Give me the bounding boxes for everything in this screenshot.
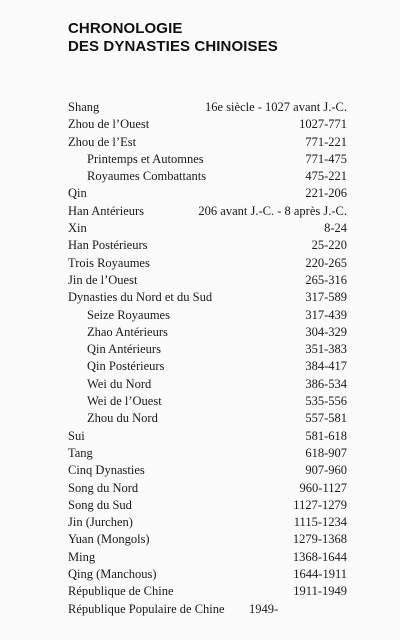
- dynasty-dates: 386-534: [305, 376, 347, 391]
- dynasty-dates: 771-475: [305, 151, 347, 166]
- list-item: [68, 168, 347, 185]
- dynasty-dates: 351-383: [305, 342, 347, 357]
- dynasty-name: Yuan (Mongols): [68, 532, 150, 547]
- dynasty-name: Printemps et Automnes: [87, 151, 204, 166]
- list-item: [68, 324, 347, 341]
- list-item: [68, 601, 347, 618]
- list-item: [68, 99, 347, 116]
- dynasty-name: Wei de l’Ouest: [87, 394, 162, 409]
- dynasty-dates: 206 avant J.-C. - 8 après J.-C.: [198, 203, 347, 218]
- dynasty-dates: 221-206: [305, 186, 347, 201]
- dynasty-dates: 1279-1368: [292, 532, 347, 547]
- chronology-list: [68, 99, 347, 618]
- page-title: [68, 20, 278, 56]
- list-item: [68, 462, 347, 479]
- dynasty-name: Tang: [68, 445, 93, 460]
- list-item: [68, 185, 347, 202]
- list-item: [68, 583, 347, 600]
- list-item: [68, 255, 347, 272]
- dynasty-dates: 317-589: [305, 290, 347, 305]
- dynasty-dates: 475-221: [305, 169, 347, 184]
- dynasty-name: Qin Antérieurs: [87, 342, 161, 357]
- dynasty-name: Qin: [68, 186, 87, 201]
- dynasty-dates: 960-1127: [299, 480, 347, 495]
- list-item: [68, 237, 347, 254]
- dynasty-name: Han Antérieurs: [68, 203, 145, 218]
- dynasty-name: Jin de l’Ouest: [68, 272, 138, 287]
- dynasty-dates: 384-417: [305, 359, 347, 374]
- dynasty-name: Zhou du Nord: [87, 411, 158, 426]
- dynasty-name: Dynasties du Nord et du Sud: [68, 290, 213, 305]
- dynasty-name: Song du Nord: [68, 480, 139, 495]
- dynasty-name: Trois Royaumes: [68, 255, 150, 270]
- list-item: [68, 514, 347, 531]
- list-item: [68, 445, 347, 462]
- list-item: [68, 134, 347, 151]
- dynasty-name: Sui: [68, 428, 85, 443]
- dynasty-dates: 618-907: [305, 445, 347, 460]
- list-item: [68, 480, 347, 497]
- list-item: [68, 272, 347, 289]
- dynasty-dates: 557-581: [305, 411, 347, 426]
- title-line-1: CHRONOLOGIE: [68, 20, 183, 37]
- dynasty-name: Zhao Antérieurs: [87, 324, 168, 339]
- dynasty-name: Zhou de l’Ouest: [68, 117, 150, 132]
- dynasty-dates: 1368-1644: [292, 549, 347, 564]
- dynasty-name: République Populaire de Chine: [68, 601, 225, 616]
- dynasty-name: Han Postérieurs: [68, 238, 148, 253]
- dynasty-dates: 1127-1279: [293, 497, 347, 512]
- list-item: [68, 151, 347, 168]
- list-item: [68, 289, 347, 306]
- dynasty-name: Jin (Jurchen): [68, 515, 133, 530]
- list-item: [68, 393, 347, 410]
- list-item: [68, 428, 347, 445]
- list-item: [68, 410, 347, 427]
- dynasty-dates: 8-24: [324, 221, 347, 236]
- dynasty-dates: 771-221: [305, 134, 347, 149]
- dynasty-dates: 1644-1911: [293, 567, 347, 582]
- dynasty-dates: 1027-771: [299, 117, 347, 132]
- dynasty-name: Cinq Dynasties: [68, 463, 145, 478]
- title-line-2: DES DYNASTIES CHINOISES: [68, 38, 278, 55]
- list-item: [68, 376, 347, 393]
- dynasty-dates: 16e siècle - 1027 avant J.-C.: [205, 100, 347, 114]
- list-item: [68, 358, 347, 375]
- dynasty-name: Seize Royaumes: [87, 307, 170, 322]
- dynasty-name: Wei du Nord: [87, 376, 152, 391]
- dynasty-dates: 581-618: [305, 428, 347, 443]
- dynasty-name: Xin: [68, 221, 87, 236]
- dynasty-name: Shang: [68, 100, 100, 114]
- dynasty-name: République de Chine: [68, 584, 174, 599]
- list-item: [68, 497, 347, 514]
- dynasty-name: Qin Postérieurs: [87, 359, 165, 374]
- dynasty-name: Song du Sud: [68, 497, 132, 512]
- list-item: [68, 203, 347, 220]
- dynasty-name: Zhou de l’Est: [68, 134, 137, 149]
- list-item: [68, 307, 347, 324]
- list-item: [68, 566, 347, 583]
- dynasty-dates: 317-439: [305, 307, 347, 322]
- dynasty-dates: 1949-: [249, 601, 279, 616]
- dynasty-dates: 1115-1234: [293, 515, 347, 530]
- list-item: [68, 116, 347, 133]
- list-item: [68, 531, 347, 548]
- dynasty-dates: 25-220: [311, 238, 347, 253]
- list-item: [68, 341, 347, 358]
- dynasty-dates: 535-556: [305, 394, 347, 409]
- list-item: [68, 549, 347, 566]
- dynasty-name: Qing (Manchous): [68, 567, 157, 582]
- dynasty-name: Ming: [68, 549, 96, 564]
- dynasty-dates: 907-960: [305, 463, 347, 478]
- dynasty-dates: 265-316: [305, 272, 347, 287]
- dynasty-dates: 1911-1949: [293, 584, 347, 599]
- dynasty-dates: 220-265: [305, 255, 347, 270]
- dynasty-name: Royaumes Combattants: [87, 169, 207, 184]
- dynasty-dates: 304-329: [305, 324, 347, 339]
- list-item: [68, 220, 347, 237]
